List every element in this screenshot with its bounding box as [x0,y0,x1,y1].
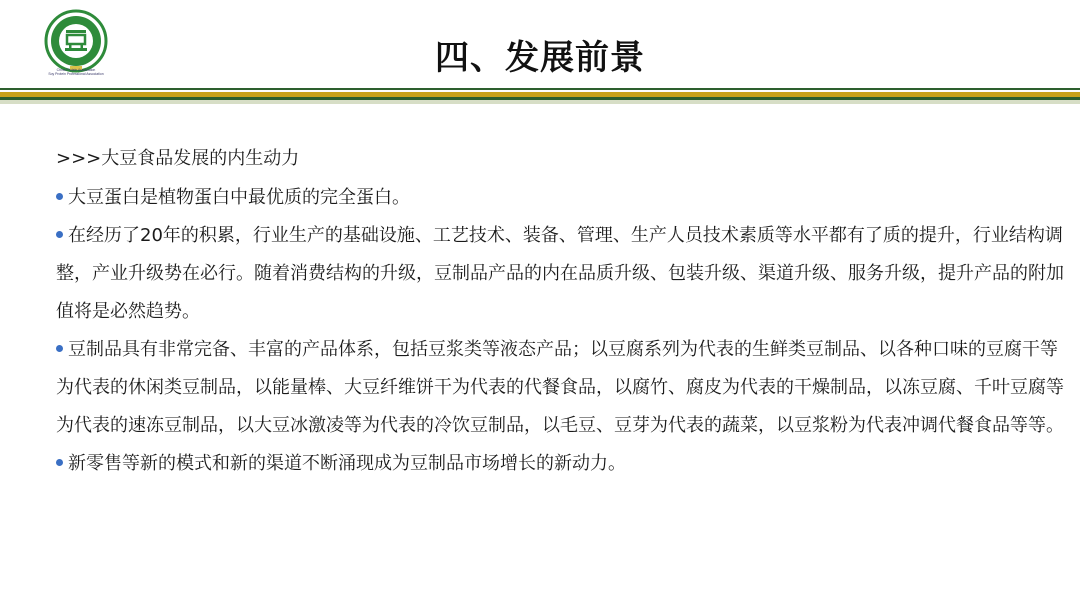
logo-caption-line-2: Soy Protein Professional Association [48,72,104,77]
header-divider-light [0,100,1080,104]
bullet-text-1: 大豆蛋白是植物蛋白中最优质的完全蛋白。 [68,187,410,208]
bullet-paragraph-1 [56,179,1068,217]
bullet-paragraph-3 [56,331,1068,445]
slide-body [56,145,1068,483]
bullet-text-4: 新零售等新的模式和新的渠道不断涌现成为豆制品市场增长的新动力。 [68,453,626,474]
bullet-icon [56,193,63,200]
header-divider-green [0,88,1080,90]
section-heading: >>>大豆食品发展的内生动力 [56,148,300,169]
bullet-text-2: 在经历了20年的积累，行业生产的基础设施、工艺技术、装备、管理、生产人员技术素质等水平都有了质的提升，行业结构调整，产业升级势在必行。随着消费结构的升级，豆制品产品的内在品质升级、包装升级、渠道升级、服务升级，提升产品的附加值将是必然趋势。 [56,225,1064,322]
page-title: 四、发展前景 [435,38,645,78]
bullet-paragraph-4 [56,445,1068,483]
logo-caption-line-1: China Protein Association [56,68,96,72]
bullet-icon [56,345,63,352]
bullet-icon [56,231,63,238]
bullet-icon [56,459,63,466]
bullet-paragraph-2 [56,217,1068,331]
bullet-text-3: 豆制品具有非常完备、丰富的产品体系，包括豆浆类等液态产品；以豆腐系列为代表的生鲜类豆制品、以各种口味的豆腐干等为代表的休闲类豆制品，以能量棒、大豆纤维饼干为代表的代餐食品，以腐竹、腐皮为代表的干燥制品，以冻豆腐、千叶豆腐等为代表的速冻豆制品，以大豆冰激凌等为代表的冷饮豆制品，以毛豆、豆芽为代表的蔬菜，以豆浆粉为代表冲调代餐食品等等。 [56,339,1064,436]
